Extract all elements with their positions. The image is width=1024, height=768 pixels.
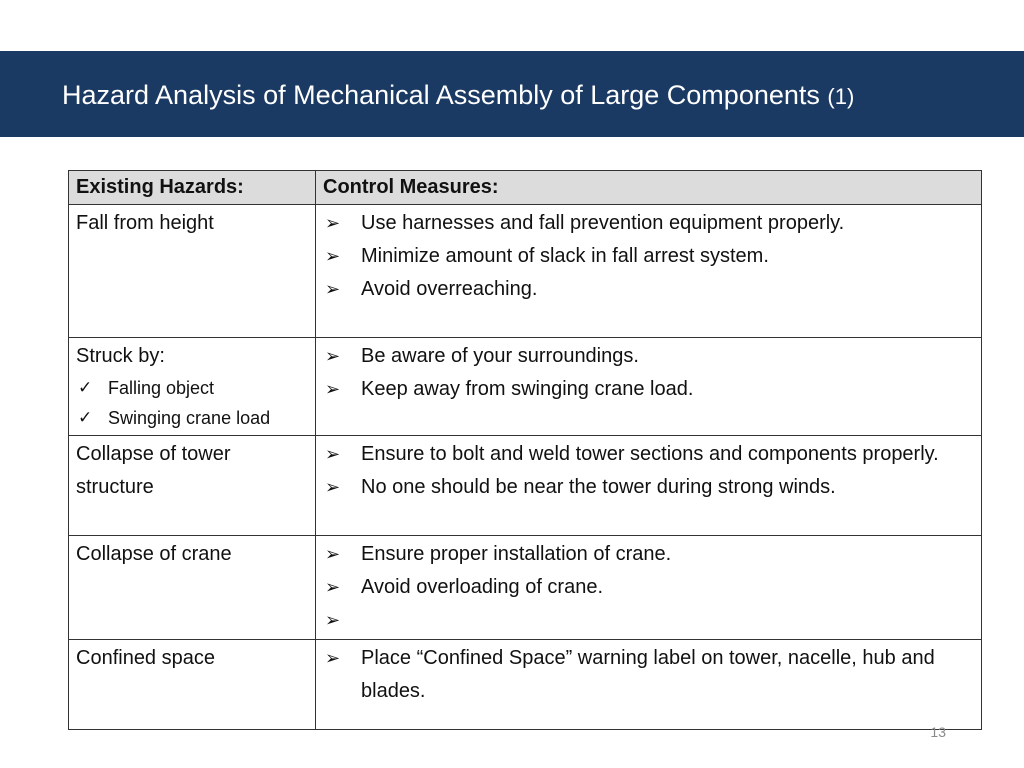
measure-text: Use harnesses and fall prevention equipment properly.: [361, 212, 845, 234]
arrow-bullet-icon: ➢: [325, 279, 341, 299]
measures-list: [323, 340, 974, 406]
measures-cell: [316, 640, 982, 730]
slide-title: [62, 80, 854, 111]
hazard-cell: [69, 536, 316, 640]
header-existing-hazards: Existing Hazards:: [69, 171, 316, 205]
measures-cell: [316, 436, 982, 536]
sub-item-text: Swinging crane load: [108, 408, 271, 428]
measure-item: [323, 538, 974, 571]
table-row: [69, 205, 982, 338]
hazard-label: Confined space: [76, 647, 215, 669]
arrow-bullet-icon: ➢: [325, 346, 341, 366]
measure-text: Avoid overreaching.: [361, 278, 538, 300]
measure-item: [323, 642, 974, 708]
arrow-bullet-icon: ➢: [325, 213, 341, 233]
hazard-sub-item: [76, 403, 308, 433]
arrow-bullet-icon: ➢: [325, 610, 341, 630]
measures-list: [323, 642, 974, 708]
hazard-sub-item: [76, 373, 308, 403]
measure-text: Place “Confined Space” warning label on tower, nacelle, hub and blades.: [361, 647, 935, 702]
measure-text: Minimize amount of slack in fall arrest system.: [361, 245, 769, 267]
measure-text: Keep away from swinging crane load.: [361, 378, 694, 400]
measures-list: [323, 538, 974, 637]
measure-item: [323, 273, 974, 306]
arrow-bullet-icon: ➢: [325, 477, 341, 497]
measures-list: [323, 438, 974, 504]
hazard-cell: [69, 640, 316, 730]
measures-cell: [316, 536, 982, 640]
hazard-cell: [69, 436, 316, 536]
measure-item: [323, 438, 974, 471]
arrow-bullet-icon: ➢: [325, 577, 341, 597]
checkmark-icon: ✓: [78, 378, 93, 397]
hazard-table: [68, 170, 982, 730]
table-row: [69, 436, 982, 536]
arrow-bullet-icon: ➢: [325, 379, 341, 399]
page-number: 13: [930, 724, 946, 740]
arrow-bullet-icon: ➢: [325, 648, 341, 668]
header-control-measures: Control Measures:: [316, 171, 982, 205]
measure-text: Ensure to bolt and weld tower sections and components properly.: [361, 443, 939, 465]
slide-title-main: Hazard Analysis of Mechanical Assembly of Large Components: [62, 80, 820, 110]
table-row: [69, 640, 982, 730]
sub-item-text: Falling object: [108, 378, 215, 398]
measure-item: [323, 340, 974, 373]
measures-list: [323, 207, 974, 306]
hazard-label: Struck by:: [76, 345, 165, 367]
measure-item: [323, 373, 974, 406]
measure-item: [323, 240, 974, 273]
hazard-label: Collapse of crane: [76, 543, 232, 565]
table-row: [69, 536, 982, 640]
hazard-cell: [69, 338, 316, 436]
measure-text: Be aware of your surroundings.: [361, 345, 639, 367]
measure-item: [323, 471, 974, 504]
measures-cell: [316, 205, 982, 338]
hazard-sub-list: [76, 373, 308, 433]
arrow-bullet-icon: ➢: [325, 444, 341, 464]
arrow-bullet-icon: ➢: [325, 544, 341, 564]
arrow-bullet-icon: ➢: [325, 246, 341, 266]
measure-text: Ensure proper installation of crane.: [361, 543, 672, 565]
measure-item: [323, 207, 974, 240]
table-header-row: [69, 171, 982, 205]
measures-cell: [316, 338, 982, 436]
hazard-label: Fall from height: [76, 212, 214, 234]
measure-item: [323, 571, 974, 604]
measure-text: No one should be near the tower during strong winds.: [361, 476, 836, 498]
hazard-cell: [69, 205, 316, 338]
measure-text: Avoid overloading of crane.: [361, 576, 604, 598]
checkmark-icon: ✓: [78, 408, 93, 427]
hazard-label: Collapse of tower structure: [76, 443, 231, 498]
slide-title-suffix: (1): [827, 84, 855, 109]
measure-item: [323, 604, 974, 637]
table-row: [69, 338, 982, 436]
